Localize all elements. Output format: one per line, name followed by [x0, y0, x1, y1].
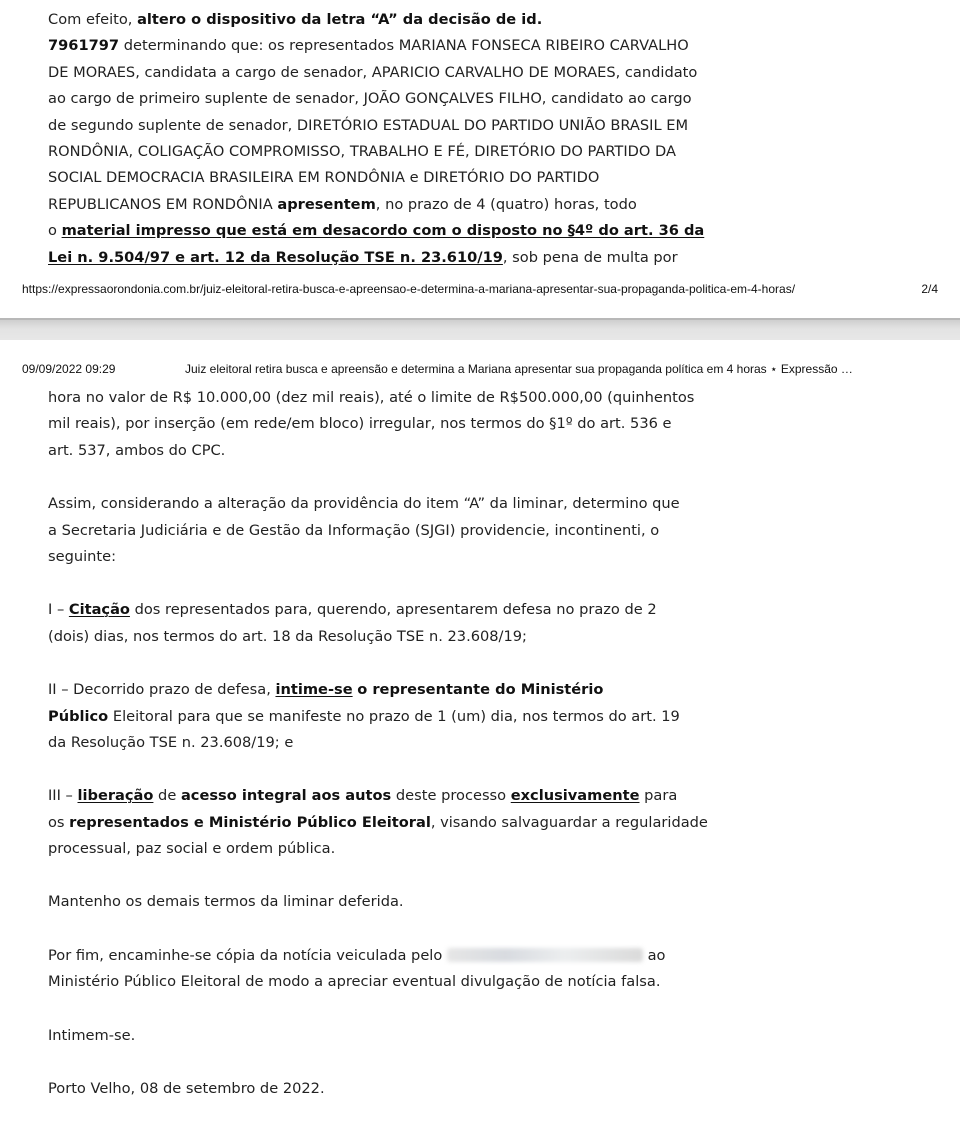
text-run: seguinte: [48, 547, 117, 565]
text-run: , sob pena de multa por [502, 248, 678, 266]
text-run: SOCIAL DEMOCRACIA BRASILEIRA EM RONDÔNIA e DIRETÓRIO DO PARTIDO [48, 169, 600, 187]
text-run: art. 537, ambos do CPC. [48, 441, 226, 459]
text-line [48, 60, 748, 86]
text-run: da Resolução TSE n. 23.608/19; e [48, 733, 294, 751]
text-run: , no prazo de 4 (quatro) horas, todo [375, 195, 637, 213]
text-run: Intimem-se. [48, 1026, 136, 1044]
text-run: de segundo suplente de senador, DIRETÓRIO ESTADUAL DO PARTIDO UNIÃO BRASIL EM [48, 116, 689, 134]
decision-text [48, 385, 748, 1102]
decision-text-continued [48, 7, 748, 271]
text-line [48, 245, 748, 271]
text-run: Ministério Público Eleitoral de modo a apreciar eventual divulgação de notícia falsa. [48, 973, 661, 991]
text-run: II – Decorrido prazo de defesa, [48, 681, 276, 699]
paragraph-gap [48, 570, 748, 597]
text-run: (dois) dias, nos termos do art. 18 da Resolução TSE n. 23.608/19; [48, 627, 527, 645]
paragraph-gap [48, 916, 748, 943]
text-line [48, 33, 748, 59]
paragraph-gap [48, 996, 748, 1023]
text-run: Eleitoral para que se manifeste no prazo de 1 (um) dia, nos termos do art. 19 [108, 707, 680, 725]
text-run: Assim, considerando a alteração da providência do item “A” da liminar, determino que [48, 495, 680, 513]
text-run: os [48, 813, 70, 831]
emphasis [62, 222, 705, 239]
text-line [48, 411, 748, 437]
text-line [48, 218, 748, 244]
text-line [48, 139, 748, 165]
page-2-bottom [0, 0, 960, 318]
text-line [48, 385, 748, 411]
header-title: Juiz eleitoral retira busca e apreensão e determina a Mariana apresentar sua propaganda política em 4 horas ⋆ Expressão … [185, 362, 853, 376]
text-run: Mantenho os demais termos da liminar deferida. [48, 893, 404, 911]
bold-text: altero o dispositivo da letra “A” da decisão de id. [137, 11, 543, 28]
text-run: para [639, 787, 678, 805]
bold-text: 7961797 [48, 37, 120, 55]
paragraph-gap [48, 464, 748, 491]
text-run: , visando salvaguardar a regularidade [430, 813, 708, 831]
text-line [48, 597, 748, 623]
bold-underlined-text: liberação [77, 787, 154, 805]
text-line [48, 86, 748, 112]
text-line [48, 730, 748, 756]
text-line [48, 1023, 748, 1049]
emphasis [275, 681, 352, 698]
text-line [48, 544, 748, 570]
emphasis [511, 787, 640, 804]
text-line [48, 677, 748, 703]
text-line [48, 192, 748, 218]
bold-text: acesso integral aos autos [180, 787, 392, 805]
text-line [48, 704, 748, 730]
bold-underlined-text: Citação [68, 601, 130, 619]
text-run: dos representados para, querendo, apresentarem defesa no prazo de 2 [129, 601, 657, 619]
text-run: hora no valor de R$ 10.000,00 (dez mil reais), até o limite de R$500.000,00 (quinhentos [48, 389, 695, 406]
text-line [48, 624, 748, 650]
text-run: DE MORAES, candidata a cargo de senador, APARICIO CARVALHO DE MORAES, candidato [48, 63, 698, 81]
bold-underlined-text: material impresso que está em desacordo com o disposto no §4º do art. 36 da [61, 222, 705, 240]
bold-underlined-text: intime-se [275, 681, 353, 699]
redacted-source-name [447, 948, 643, 962]
bold-underlined-text: Lei n. 9.504/97 e art. 12 da Resolução TSE n. 23.610/19 [48, 248, 503, 266]
text-run: o [48, 222, 62, 240]
text-line [48, 810, 748, 836]
text-run: REPUBLICANOS EM RONDÔNIA [48, 195, 278, 213]
text-line [48, 969, 748, 995]
paragraph-gap [48, 862, 748, 889]
page-number: 2/4 [921, 282, 938, 296]
text-line [48, 783, 748, 809]
page-footer [22, 282, 938, 296]
text-run: deste processo [391, 787, 511, 805]
text-run: a Secretaria Judiciária e de Gestão da Informação (SJGI) providencie, incontinenti, o [48, 521, 660, 539]
text-line [48, 165, 748, 191]
paragraph-gap [48, 756, 748, 783]
text-line [48, 1076, 748, 1102]
paragraph-gap [48, 650, 748, 677]
text-line [48, 438, 748, 464]
text-run: III – [48, 787, 78, 805]
text-line [48, 7, 748, 33]
text-run: de [153, 787, 181, 805]
bold-text: o representante do Ministério [357, 681, 604, 699]
text-run: mil reais), por inserção (em rede/em bloco) irregular, nos termos do §1º do art. 536 e [48, 415, 672, 433]
bold-text: Público [48, 707, 109, 725]
footer-url[interactable]: https://expressaorondonia.com.br/juiz-eleitoral-retira-busca-e-apreensao-e-determina-a-mariana-apresentar-sua-propaganda-politica-em-4-horas/ [22, 282, 796, 296]
emphasis [69, 601, 130, 618]
page-separator [0, 318, 960, 342]
text-run: determinando que: os representados MARIANA FONSECA RIBEIRO CARVALHO [119, 37, 689, 55]
text-run: Por fim, encaminhe-se cópia da notícia veiculada pelo [48, 946, 447, 964]
text-line [48, 889, 748, 915]
text-run: ao [642, 946, 666, 964]
text-line [48, 491, 748, 517]
text-run: I – [48, 601, 69, 619]
page-header [22, 362, 938, 376]
paragraph-gap [48, 1049, 748, 1076]
page-3-top [0, 340, 960, 1127]
bold-text: apresentem [277, 195, 376, 213]
text-line [48, 113, 748, 139]
bold-underlined-text: exclusivamente [510, 787, 640, 805]
text-line [48, 943, 748, 969]
text-run: Porto Velho, 08 de setembro de 2022. [48, 1080, 325, 1098]
text-run: Com efeito, [48, 11, 138, 28]
header-datetime: 09/09/2022 09:29 [22, 362, 116, 376]
text-line [48, 518, 748, 544]
emphasis [78, 787, 154, 804]
text-run: processual, paz social e ordem pública. [48, 840, 336, 858]
bold-text: representados e Ministério Público Eleitoral [69, 813, 431, 831]
emphasis [48, 249, 503, 266]
text-run: RONDÔNIA, COLIGAÇÃO COMPROMISSO, TRABALHO E FÉ, DIRETÓRIO DO PARTIDO DA [48, 142, 676, 160]
text-line [48, 836, 748, 862]
text-run: ao cargo de primeiro suplente de senador, JOÃO GONÇALVES FILHO, candidato ao cargo [48, 90, 692, 108]
